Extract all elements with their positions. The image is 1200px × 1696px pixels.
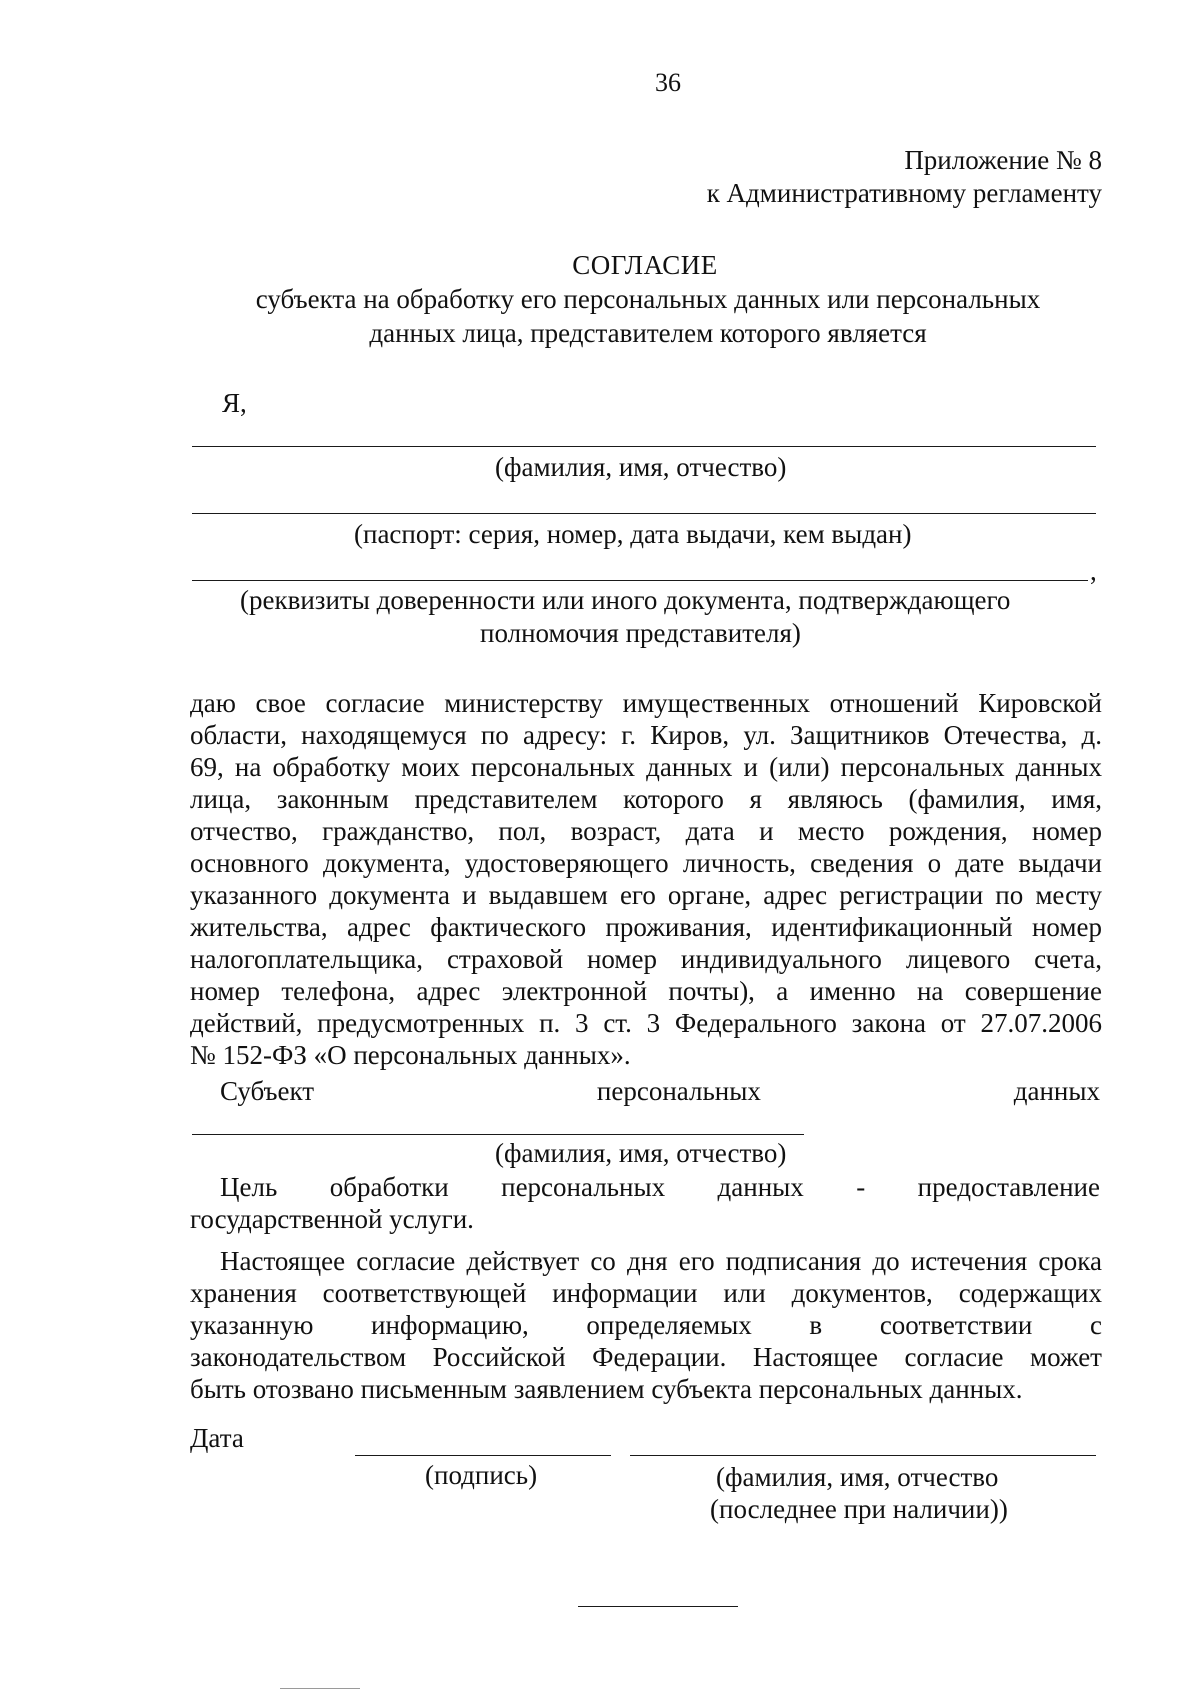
attorney-blank-line[interactable] bbox=[192, 580, 1088, 581]
purpose-word: Цель bbox=[220, 1172, 278, 1202]
attorney-line-comma: , bbox=[1090, 556, 1097, 586]
subject-word-3: данных bbox=[1013, 1076, 1100, 1106]
scan-artifact-line bbox=[280, 1688, 360, 1689]
attorney-caption-line-2: полномочия представителя) bbox=[480, 618, 801, 648]
validity-line: законодательством Российской Федерации. Настоящее согласие может bbox=[190, 1342, 1102, 1372]
passport-caption: (паспорт: серия, номер, дата выдачи, кем выдан) bbox=[354, 519, 912, 549]
consent-line: номер телефона, адрес электронной почты), а именно на совершение bbox=[190, 976, 1102, 1006]
document-subtitle-line-1: субъекта на обработку его персональных данных или персональных bbox=[255, 284, 1041, 314]
validity-line: хранения соответствующей информации или документов, содержащих bbox=[190, 1278, 1102, 1308]
signatory-caption-line-1: (фамилия, имя, отчество bbox=[716, 1462, 999, 1492]
consent-last-line: № 152-ФЗ «О персональных данных». bbox=[190, 1040, 631, 1070]
signatory-caption-line-2: (последнее при наличии)) bbox=[710, 1494, 1008, 1524]
purpose-line-2: государственной услуги. bbox=[190, 1204, 474, 1234]
attorney-caption-line-1: (реквизиты доверенности или иного документа, подтверждающего bbox=[240, 585, 1011, 615]
appendix-title: Приложение № 8 bbox=[904, 145, 1102, 175]
consent-line: даю свое согласие министерству имущественных отношений Кировской bbox=[190, 688, 1102, 718]
signature-caption: (подпись) bbox=[425, 1460, 538, 1490]
consent-line: области, находящемуся по адресу: г. Киров, ул. Защитников Отечества, д. bbox=[190, 720, 1102, 750]
subject-blank-line[interactable] bbox=[192, 1134, 804, 1135]
purpose-word: предоставление bbox=[917, 1172, 1100, 1202]
ya-label: Я, bbox=[222, 388, 247, 418]
subject-label-row bbox=[220, 1076, 1100, 1107]
validity-line: указанную информацию, определяемых в соответствии с bbox=[190, 1310, 1102, 1340]
passport-blank-line[interactable] bbox=[192, 513, 1096, 514]
consent-line: основного документа, удостоверяющего личность, сведения о дате выдачи bbox=[190, 848, 1102, 878]
subject-word-1: Субъект bbox=[220, 1076, 315, 1106]
appendix-reference: к Административному регламенту bbox=[706, 178, 1102, 208]
document-subtitle-line-2: данных лица, представителем которого является bbox=[369, 318, 927, 348]
fio-caption: (фамилия, имя, отчество) bbox=[495, 452, 787, 482]
consent-line: указанного документа и выдавшем его органе, адрес регистрации по месту bbox=[190, 880, 1102, 910]
document-title: СОГЛАСИЕ bbox=[572, 250, 718, 280]
purpose-row bbox=[220, 1172, 1100, 1203]
signature-blank-line[interactable] bbox=[355, 1455, 611, 1456]
purpose-word: данных bbox=[717, 1172, 804, 1202]
consent-line: действий, предусмотренных п. 3 ст. 3 Федерального закона от 27.07.2006 bbox=[190, 1008, 1102, 1038]
fio-blank-line[interactable] bbox=[192, 446, 1096, 447]
consent-line: жительства, адрес фактического проживания, идентификационный номер bbox=[190, 912, 1102, 942]
subject-caption: (фамилия, имя, отчество) bbox=[495, 1138, 787, 1168]
consent-line: отчество, гражданство, пол, возраст, дата и место рождения, номер bbox=[190, 816, 1102, 846]
end-separator bbox=[578, 1606, 738, 1607]
purpose-word: обработки bbox=[329, 1172, 449, 1202]
purpose-dash: - bbox=[856, 1172, 866, 1202]
page-number: 36 bbox=[655, 68, 681, 97]
date-label: Дата bbox=[190, 1423, 244, 1453]
consent-line: налогоплательщика, страховой номер индивидуального лицевого счета, bbox=[190, 944, 1102, 974]
validity-line: Настоящее согласие действует со дня его подписания до истечения срока bbox=[220, 1246, 1102, 1276]
subject-word-2: персональных bbox=[596, 1076, 761, 1106]
purpose-word: персональных bbox=[501, 1172, 666, 1202]
consent-line: лица, законным представителем которого я являюсь (фамилия, имя, bbox=[190, 784, 1102, 814]
validity-last-line: быть отозвано письменным заявлением субъекта персональных данных. bbox=[190, 1374, 1023, 1404]
signatory-name-blank-line[interactable] bbox=[630, 1455, 1096, 1456]
consent-line: 69, на обработку моих персональных данных и (или) персональных данных bbox=[190, 752, 1102, 782]
